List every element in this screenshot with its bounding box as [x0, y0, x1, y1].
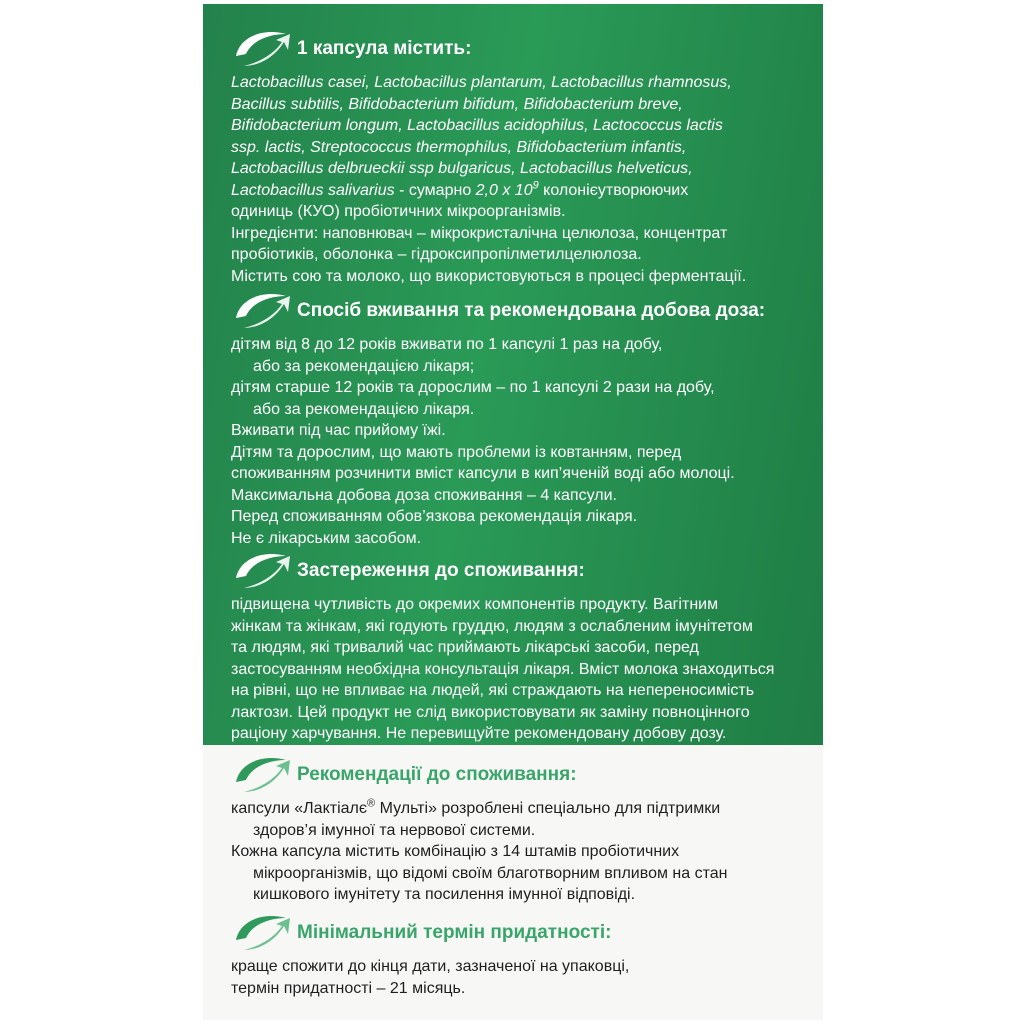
text-line: дітям від 8 до 12 років вживати по 1 капсулі 1 раз на добу,	[231, 336, 663, 353]
section-usage	[203, 288, 823, 549]
text-line: Lactobacillus delbrueckii ssp bulgaricus, Lactobacillus helveticus,	[231, 160, 693, 177]
section-header	[203, 288, 823, 334]
section-body	[203, 72, 823, 287]
section-heading: Застереження до споживання:	[297, 560, 585, 581]
leaflet-panel	[203, 4, 823, 1020]
text-line: мікроорганізмів, що відомі своїм благотворним впливом на стан	[253, 864, 728, 882]
swoosh-arrow-icon	[230, 26, 292, 72]
text-line: або за рекомендацією лікаря;	[253, 357, 475, 375]
text-line: Кожна капсула містить комбінацію з 14 штамів пробіотичних	[231, 843, 680, 860]
text-fragment: Мульті» розроблені спеціально для підтримки	[375, 800, 721, 817]
section-body	[203, 334, 823, 549]
section-heading: 1 капсула містить:	[297, 38, 472, 59]
text-line: Містить сою та молоко, що використовуються в процесі ферментації.	[231, 267, 747, 285]
section-header	[203, 752, 823, 798]
text-line: дітям старше 12 років та дорослим – по 1 капсулі 2 рази на добу,	[231, 379, 715, 396]
section-heading: Мінімальний термін придатності:	[297, 922, 612, 943]
text-line: Максимальна добова доза споживання – 4 капсули.	[231, 486, 617, 504]
section-shelf-life	[203, 910, 823, 999]
section-composition	[203, 26, 823, 287]
text-line: Інгредієнти: наповнювач – мікрокристалічна целюлоза, концентрат	[231, 224, 728, 242]
text-line	[231, 180, 809, 202]
section-header	[203, 26, 823, 72]
swoosh-arrow-icon	[230, 752, 292, 798]
text-line: Перед споживанням обов’язкова рекомендація лікаря.	[231, 508, 638, 525]
text-line: лактози. Цей продукт не слід використовувати як заміну повноцінного	[231, 703, 750, 721]
text-fragment: - сумарно	[394, 181, 476, 199]
text-line: Дітям та дорослим, що мають проблеми із ковтанням, перед	[231, 443, 682, 461]
text-line: Bacillus subtilis, Bifidobacterium bifidum, Bifidobacterium breve,	[231, 95, 683, 113]
text-line: кишкового імунітету та посилення імунної відповіді.	[253, 886, 636, 903]
text-line: застосуванням необхідна консультація лікаря. Вміст молока знаходиться	[231, 660, 775, 678]
section-heading: Спосіб вживання та рекомендована добова доза:	[297, 300, 766, 321]
section-recommendations	[203, 752, 823, 906]
swoosh-arrow-icon	[230, 910, 292, 956]
text-line: жінкам та жінкам, які годують груддю, людям з ослабленим імунітетом	[231, 617, 753, 635]
strain-name: Lactobacillus salivarius	[231, 181, 395, 199]
text-line: Не є лікарським засобом.	[231, 529, 422, 547]
registered-mark: ®	[367, 797, 376, 810]
section-body	[203, 956, 823, 999]
text-line: термін придатності – 21 місяць.	[231, 979, 466, 997]
swoosh-arrow-icon	[230, 288, 292, 334]
text-line: раціону харчування. Не перевищуйте рекомендовану добову дозу.	[231, 725, 727, 742]
text-line: Вживати під час прийому їжі.	[231, 422, 446, 439]
section-body	[203, 594, 823, 745]
section-heading: Рекомендації до споживання:	[297, 764, 577, 785]
text-line: пробіотиків, оболонка – гідроксипропілметилцелюлоза.	[231, 246, 642, 263]
text-line: або за рекомендацією лікаря.	[253, 400, 475, 418]
swoosh-arrow-icon	[230, 548, 292, 594]
text-line: одиниць (КУО) пробіотичних мікроорганізмів.	[231, 203, 566, 220]
text-line: Lactobacillus casei, Lactobacillus plantarum, Lactobacillus rhamnosus,	[231, 74, 732, 91]
text-line: краще спожити до кінця дати, зазначеної на упаковці,	[231, 958, 630, 975]
text-line: Bifidobacterium longum, Lactobacillus acidophilus, Lactococcus lactis	[231, 117, 723, 134]
text-line: на рівні, що не впливає на людей, які страждають на непереносимість	[231, 682, 755, 699]
text-fragment: капсули «Лактіалє	[231, 800, 368, 817]
text-line	[231, 798, 809, 820]
section-body	[203, 798, 823, 906]
section-header	[203, 910, 823, 956]
text-fragment: колонієутворюючих	[538, 181, 689, 199]
section-header	[203, 548, 823, 594]
cfu-value: 2,0 x 10	[475, 181, 533, 199]
exponent: 9	[532, 179, 539, 192]
text-line: здоров’я імунної та нервової системи.	[253, 821, 536, 839]
section-warnings	[203, 548, 823, 745]
text-line: підвищена чутливість до окремих компонентів продукту. Вагітним	[231, 596, 719, 613]
text-line: та людям, які тривалий час приймають лікарські засоби, перед	[231, 639, 699, 656]
text-line: споживанням розчинити вміст капсули в кип’яченій воді або молоці.	[231, 465, 735, 482]
text-line: ssp. lactis, Streptococcus thermophilus, Bifidobacterium infantis,	[231, 138, 687, 156]
